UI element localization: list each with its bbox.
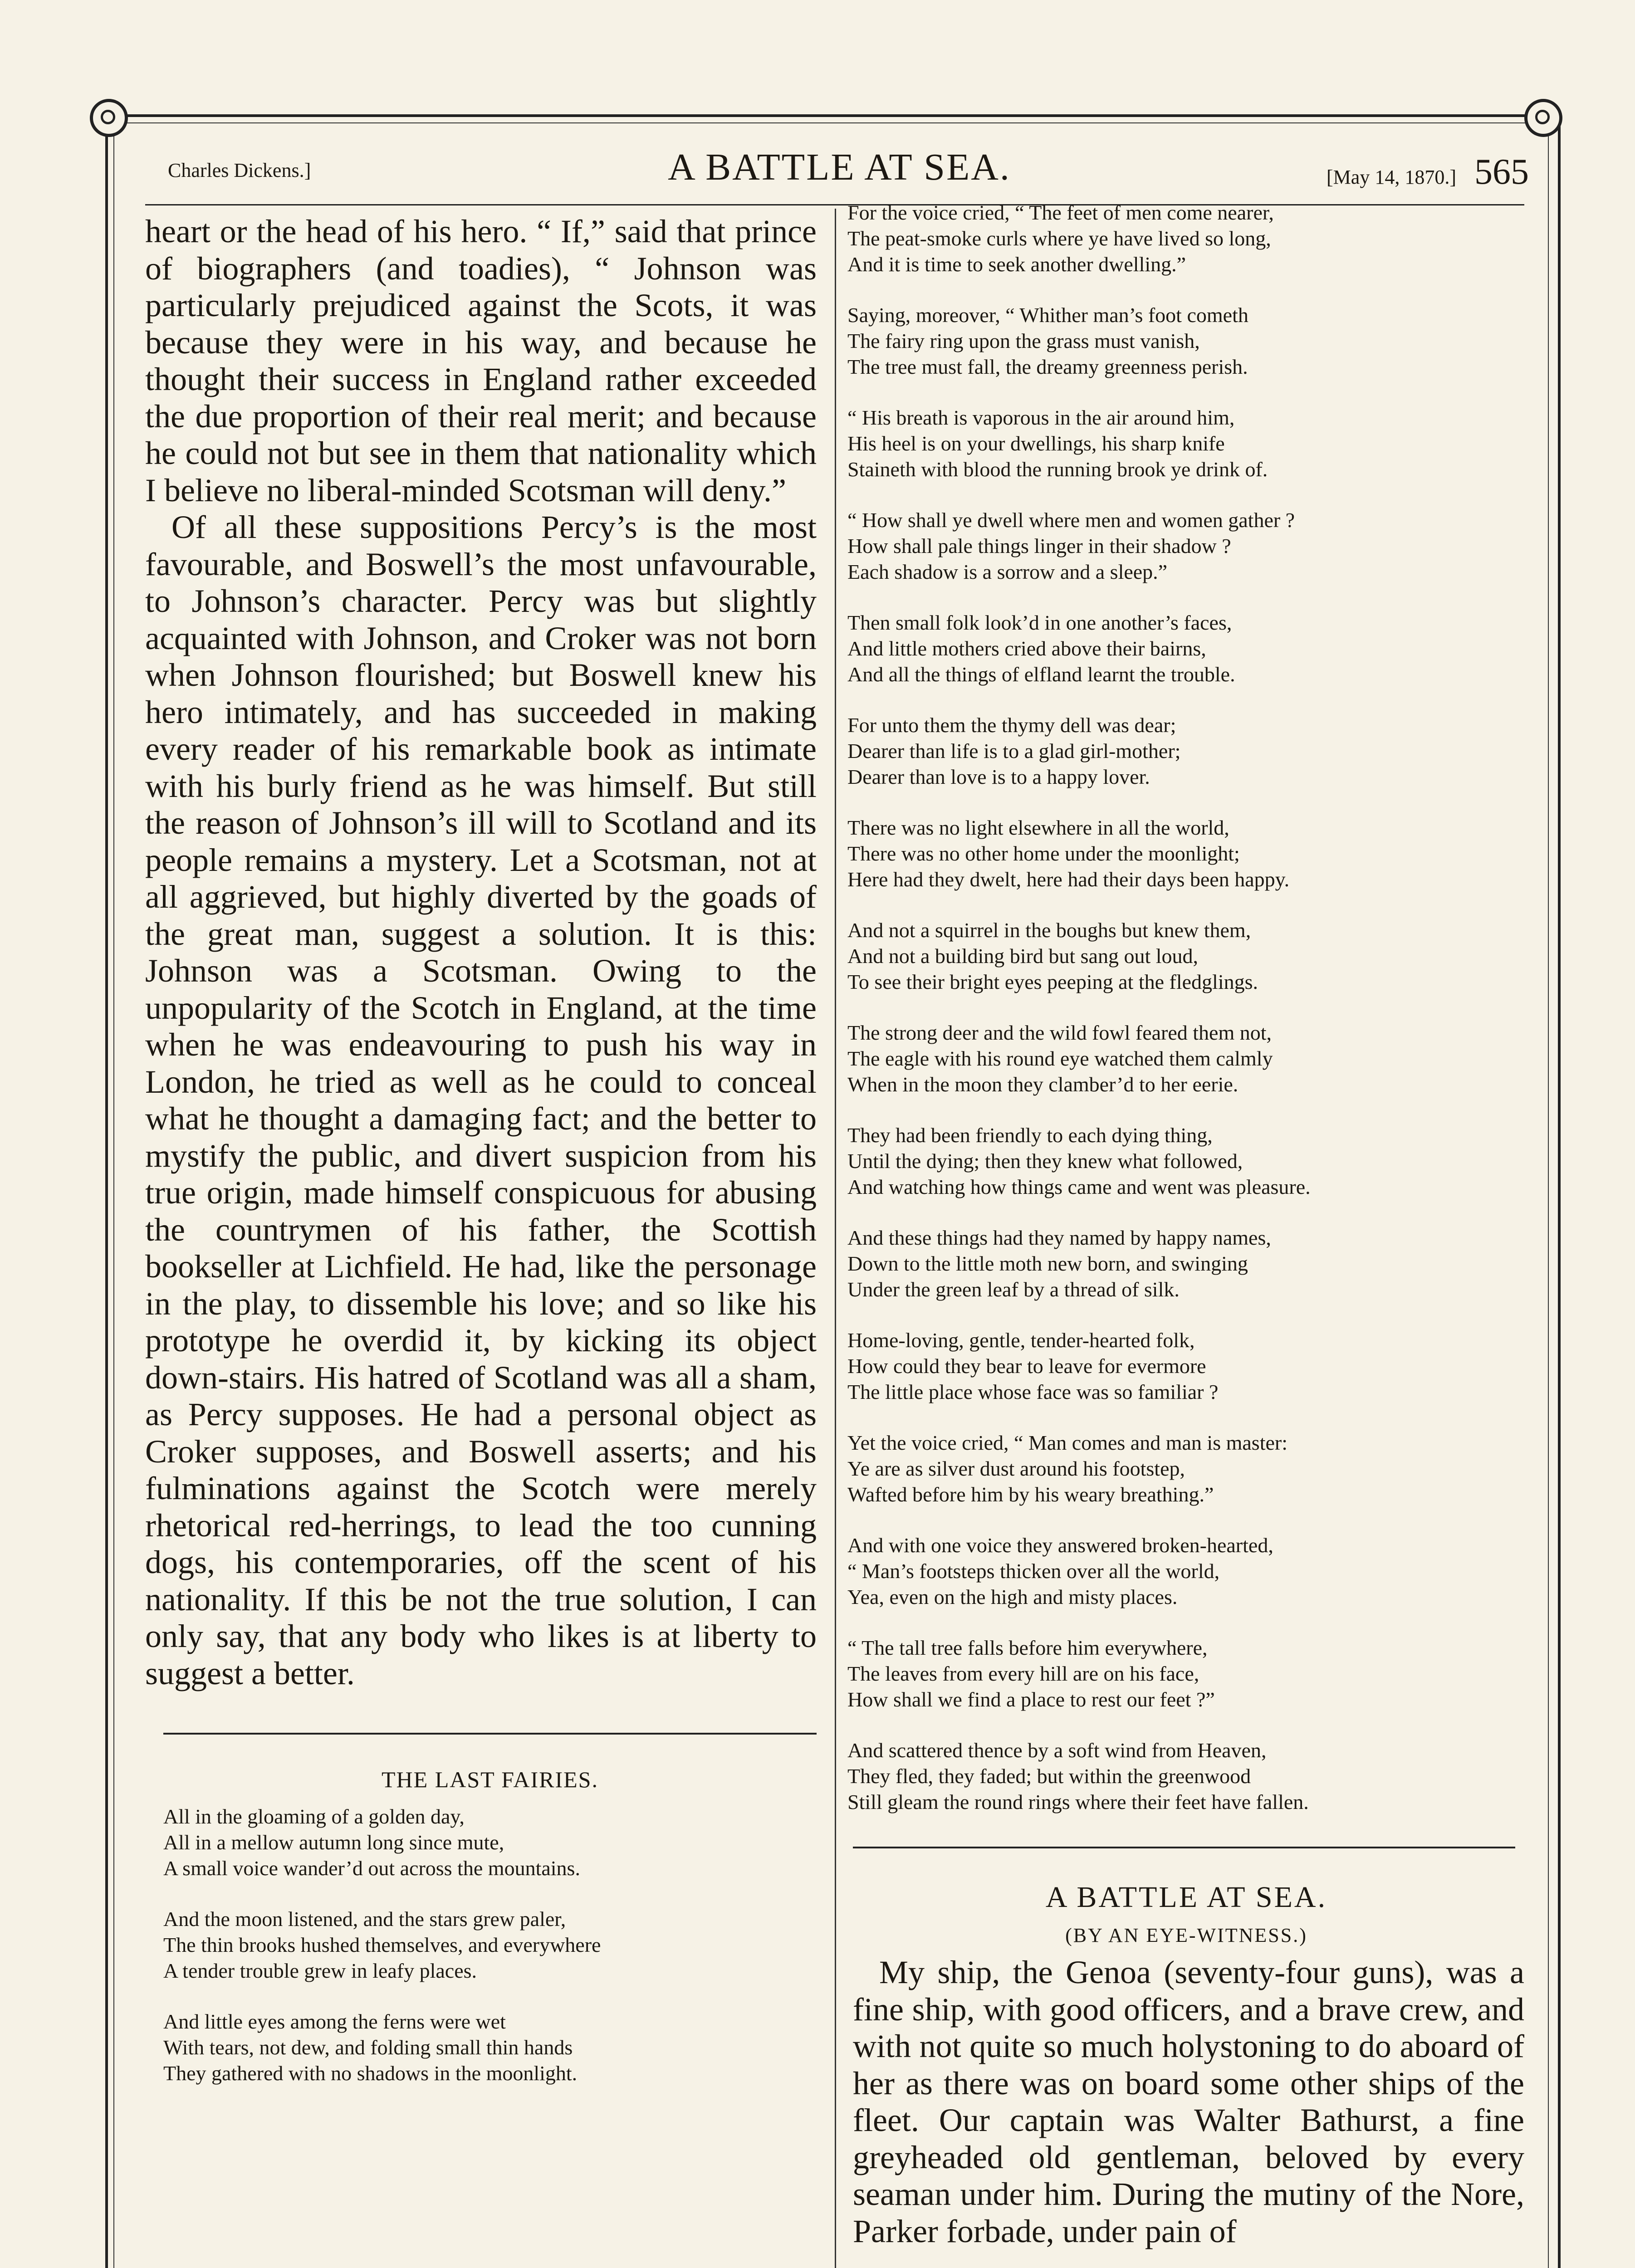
- poem-stanza: [163, 1804, 817, 1881]
- poem-stanza: [847, 917, 1529, 995]
- poem-line: The eagle with his round eye watched them calmly: [847, 1047, 1273, 1070]
- poem-line: How shall we find a place to rest our feet ?”: [847, 1688, 1215, 1711]
- page-number: 565: [1474, 152, 1529, 192]
- poem-line: Wafted before him by his weary breathing.”: [847, 1483, 1214, 1506]
- poem-line: The little place whose face was so familiar ?: [847, 1380, 1219, 1403]
- poem-line: A small voice wander’d out across the mountains.: [163, 1857, 580, 1880]
- header-date: [May 14, 1870.]: [1327, 166, 1456, 188]
- poem-line: Saying, moreover, “ Whither man’s foot cometh: [847, 303, 1248, 327]
- poem-stanza: [847, 712, 1529, 790]
- poem-stanza: [847, 1225, 1529, 1302]
- poem-line: For unto them the thymy dell was dear;: [847, 714, 1176, 737]
- poem-line: “ His breath is vaporous in the air around him,: [847, 406, 1235, 429]
- corner-ornament-icon: [90, 99, 128, 137]
- essay-text: [145, 213, 817, 1692]
- poem-line: There was no light elsewhere in all the world,: [847, 816, 1229, 839]
- poem-line: “ The tall tree falls before him everywhere,: [847, 1636, 1208, 1659]
- essay-paragraph: Of all these suppositions Percy’s is the most favourable, and Boswell’s the most unfavourable, to Johnson’s character. Percy was but slightly acquainted with Johnson, and Croker was not born when Johnson flourished; but Boswell knew his hero intimately, and has succeeded in making every reader of his remarkable book as intimate with his burly friend as he was himself. But still the reason of Johnson’s ill will to Scotland and its people remains a mystery. Let a Scotsman, not at all aggrieved, but highly diverted by the goads of the great man, suggest a solution. It is this: Johnson was a Scotsman. Owing to the unpopularity of the Scotch in England, at the time when he was endeavouring to push his way in London, he tried as well as he could to conceal what he thought a damaging fact; and the better to mystify the public, and divert suspicion from his true origin, made himself conspicuous for abusing the countrymen of his father, the Scottish bookseller at Lichfield. He had, like the personage in the play, to dissemble his love; and so like his prototype he overdid it, by kicking its object down-stairs. His hatred of Scotland was all a sham, as Percy supposes. He had a personal object as Croker supposes, and Boswell asserts; and his fulminations against the Scotch were merely rhetorical red-herrings, to lead the too cunning dogs, his contemporaries, off the scent of his nationality. If this be not the true solution, I can only say, that any body who likes is at liberty to suggest a better.: [145, 509, 817, 1691]
- poem-line: Yea, even on the high and misty places.: [847, 1585, 1178, 1608]
- poem-line: The leaves from every hill are on his face,: [847, 1662, 1199, 1685]
- poem-line: Staineth with blood the running brook ye drink of.: [847, 458, 1268, 481]
- poem-line: All in the gloaming of a golden day,: [163, 1805, 465, 1828]
- poem-stanza: [847, 1635, 1529, 1712]
- poem-stanza: [847, 815, 1529, 892]
- poem-line: They fled, they faded; but within the greenwood: [847, 1765, 1251, 1788]
- section-rule: [163, 1733, 817, 1735]
- poem-last-fairies: [145, 1766, 817, 2086]
- poem-line: And these things had they named by happy names,: [847, 1226, 1271, 1249]
- poem-stanza: [847, 405, 1529, 482]
- column-divider: [835, 209, 836, 2268]
- article-battle-at-sea: [844, 1880, 1529, 2250]
- poem-line: They had been friendly to each dying thing,: [847, 1124, 1213, 1147]
- poem-line: His heel is on your dwellings, his sharp knife: [847, 432, 1225, 455]
- left-column: [145, 213, 817, 2086]
- poem-stanza: [847, 1737, 1529, 1815]
- poem-stanza: [847, 610, 1529, 687]
- poem-line: And not a building bird but sang out loud,: [847, 944, 1199, 968]
- poem-title: THE LAST FAIRIES.: [382, 1767, 598, 1792]
- poem-continued: [844, 200, 1529, 1815]
- poem-line: Still gleam the round rings where their feet have fallen.: [847, 1790, 1309, 1813]
- poem-line: The peat-smoke curls where ye have lived so long,: [847, 227, 1271, 250]
- poem-line: With tears, not dew, and folding small thin hands: [163, 2036, 573, 2059]
- poem-stanza: [847, 1020, 1529, 1097]
- essay-paragraph: heart or the head of his hero. “ If,” said that prince of biographers (and toadies), “ Johnson was particularly prejudiced against the Scots, it was because they were in his way, and because he thought their success in England rather exceeded the due proportion of their real merit; and because he could not but see in them that nationality which I believe no liberal-minded Scotsman will deny.”: [145, 213, 817, 508]
- poem-line: Under the green leaf by a thread of silk.: [847, 1278, 1180, 1301]
- poem-stanza: [847, 302, 1529, 380]
- poem-stanza: [847, 200, 1529, 277]
- poem-line: Home-loving, gentle, tender-hearted folk,: [847, 1329, 1195, 1352]
- poem-line: And all the things of elfland learnt the trouble.: [847, 663, 1235, 686]
- section-rule: [853, 1847, 1515, 1848]
- poem-stanza: [847, 1430, 1529, 1507]
- poem-line: Dearer than life is to a glad girl-mother;: [847, 739, 1181, 763]
- poem-line: And not a squirrel in the boughs but knew them,: [847, 919, 1251, 942]
- poem-line: And the moon listened, and the stars grew paler,: [163, 1907, 566, 1931]
- poem-line: Here had they dwelt, here had their days been happy.: [847, 868, 1290, 891]
- poem-line: And it is time to seek another dwelling.”: [847, 253, 1186, 276]
- header-title: A BATTLE AT SEA.: [668, 146, 1011, 188]
- poem-line: When in the moon they clamber’d to her eerie.: [847, 1073, 1238, 1096]
- poem-line: Then small folk look’d in one another’s faces,: [847, 611, 1232, 634]
- poem-line: To see their bright eyes peeping at the fledglings.: [847, 970, 1258, 993]
- poem-line: How could they bear to leave for evermore: [847, 1354, 1206, 1378]
- poem-line: And little mothers cried above their bairns,: [847, 637, 1206, 660]
- poem-line: And little eyes among the ferns were wet: [163, 2010, 506, 2033]
- header-author: Charles Dickens.]: [168, 159, 311, 181]
- poem-line: Ye are as silver dust around his footstep,: [847, 1457, 1185, 1480]
- poem-line: There was no other home under the moonlight;: [847, 842, 1240, 865]
- poem-line: And scattered thence by a soft wind from Heaven,: [847, 1739, 1267, 1762]
- poem-line: Down to the little moth new born, and swinging: [847, 1252, 1248, 1275]
- right-column: [844, 200, 1529, 2250]
- poem-stanza: [847, 1532, 1529, 1610]
- article-subtitle: (BY AN EYE-WITNESS.): [1065, 1924, 1307, 1946]
- poem-line: “ Man’s footsteps thicken over all the world,: [847, 1559, 1220, 1583]
- poem-line: For the voice cried, “ The feet of men come nearer,: [847, 201, 1274, 224]
- poem-stanza: [847, 507, 1529, 585]
- poem-line: Each shadow is a sorrow and a sleep.”: [847, 560, 1168, 583]
- poem-stanza: [847, 1122, 1529, 1200]
- poem-line: The strong deer and the wild fowl feared them not,: [847, 1021, 1272, 1044]
- poem-line: They gathered with no shadows in the moonlight.: [163, 2062, 578, 2085]
- poem-stanza: [163, 1906, 817, 1984]
- poem-line: The tree must fall, the dreamy greenness perish.: [847, 355, 1248, 378]
- running-header: [150, 145, 1529, 195]
- article-paragraph: My ship, the Genoa (seventy-four guns), was a fine ship, with good officers, and a brave crew, and with not quite so much holystoning to do aboard of her as there was on board some other ships of the fleet. Our captain was Walter Bathurst, a fine greyheaded old gentleman, beloved by every seaman under him. During the mutiny of the Nore, Parker forbade, under pain of: [853, 1954, 1524, 2249]
- article-text: [844, 1954, 1529, 2250]
- header-date-page: [1327, 152, 1529, 193]
- poem-line: The thin brooks hushed themselves, and everywhere: [163, 1933, 601, 1956]
- poem-line: And with one voice they answered broken-hearted,: [847, 1534, 1273, 1557]
- poem-line: All in a mellow autumn long since mute,: [163, 1831, 504, 1854]
- poem-line: The fairy ring upon the grass must vanish,: [847, 329, 1200, 352]
- poem-line: Until the dying; then they knew what followed,: [847, 1149, 1243, 1173]
- poem-stanza: [847, 1327, 1529, 1405]
- poem-line: A tender trouble grew in leafy places.: [163, 1959, 477, 1982]
- poem-stanza: [163, 2009, 817, 2086]
- corner-ornament-icon: [1524, 99, 1562, 137]
- poem-line: And watching how things came and went was pleasure.: [847, 1175, 1311, 1198]
- poem-line: How shall pale things linger in their shadow ?: [847, 534, 1231, 557]
- poem-line: Dearer than love is to a happy lover.: [847, 765, 1150, 788]
- poem-line: Yet the voice cried, “ Man comes and man is master:: [847, 1431, 1287, 1454]
- article-title: A BATTLE AT SEA.: [1045, 1881, 1327, 1914]
- poem-line: “ How shall ye dwell where men and women gather ?: [847, 508, 1295, 532]
